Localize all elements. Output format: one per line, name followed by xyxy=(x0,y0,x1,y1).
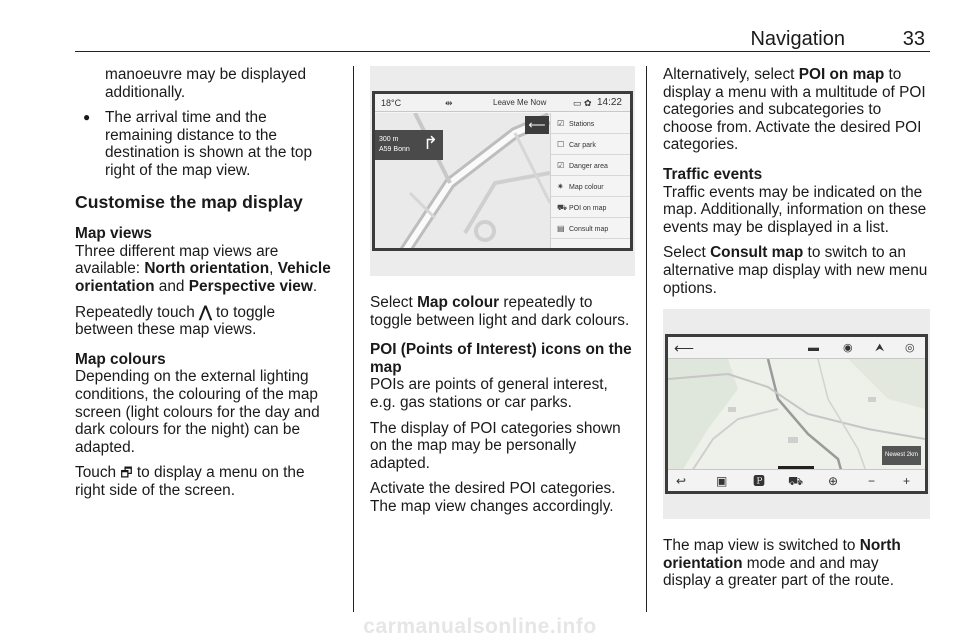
turn-distance: 300 m xyxy=(379,136,399,143)
map-bottom-toolbar xyxy=(668,469,925,491)
paragraph-traffic: Traffic events may be indicated on the map. Additionally, information on these events may be displayed in a list. xyxy=(663,183,927,236)
settings-icon: ▭ ✿ xyxy=(573,98,592,108)
back-arrow-icon[interactable]: ⟵ xyxy=(674,340,695,357)
paragraph-north-orientation: The map view is switched to North orientation mode and and may display a greater part of the route. xyxy=(663,537,901,590)
turn-instruction xyxy=(375,130,443,160)
menu-item-consult-map[interactable]: ▤ Consult map xyxy=(551,218,630,239)
menu-item-danger-area[interactable]: ☑ Danger area xyxy=(551,155,630,176)
paragraph-toggle: Repeatedly touch ⋀ to toggle between these map views. xyxy=(75,303,276,339)
paragraph-touch-menu: Touch 🗗 to display a menu on the right side of the screen. xyxy=(75,464,305,499)
target-icon[interactable]: ◎ xyxy=(905,342,915,355)
paragraph-poi-3: Activate the desired POI categories. The map view changes accordingly. xyxy=(370,480,616,515)
checkbox-checked-icon: ☑ xyxy=(557,119,565,128)
destination-label: Leave Me Now xyxy=(493,98,547,107)
poi-icon[interactable]: ⛟ xyxy=(788,474,804,489)
infotainment-screen xyxy=(372,91,633,251)
column-divider xyxy=(646,66,647,612)
map-scale: Newest 2km xyxy=(882,446,921,466)
watermark: carmanualsonline.info xyxy=(363,615,597,638)
poi-icon: ⛟ xyxy=(557,203,568,212)
map-options-menu xyxy=(550,113,630,248)
paragraph: manoeuvre may be displayed additionally. xyxy=(105,66,307,101)
heading-customise: Customise the map display xyxy=(75,191,303,212)
subheading-map-views: Map views xyxy=(75,225,152,243)
paragraph-poi-on-map: Alternatively, select POI on map to display a menu with a multitude of POI categories and subcategories to choose from. Activate the desired POI categories. xyxy=(663,66,926,154)
menu-item-car-park[interactable]: ☐ Car park xyxy=(551,134,630,155)
turn-right-icon: ↱ xyxy=(423,133,439,153)
page-number: 33 xyxy=(902,28,925,50)
map-toolbar xyxy=(668,337,925,359)
checkbox-unchecked-icon: ☐ xyxy=(557,140,565,149)
bullet-icon: ● xyxy=(83,110,91,125)
menu-icon: 🗗 xyxy=(120,465,133,481)
compass-icon[interactable]: ⮝ xyxy=(875,342,885,355)
paragraph-map-colours: Depending on the external lighting conditions, the colouring of the map screen (light colours for the day and dark colours for the night) can be adapted. xyxy=(75,368,320,456)
subheading-map-colours: Map colours xyxy=(75,350,166,368)
subheading-traffic: Traffic events xyxy=(663,165,763,183)
back-arrow-icon[interactable]: ⟵ xyxy=(525,116,549,134)
zoom-out-icon[interactable]: − xyxy=(868,474,876,489)
zoom-in-icon[interactable]: + xyxy=(903,474,911,489)
bullet-item xyxy=(75,109,337,179)
screenshot-north-orientation xyxy=(663,309,930,519)
paragraph-map-views: Three different map views are available: North orientation, Vehicle orientation and Perspective view. xyxy=(75,242,331,295)
vehicle-icon[interactable]: ◉ xyxy=(843,342,853,355)
status-bar xyxy=(375,94,630,112)
column-left xyxy=(75,66,337,507)
subheading-poi: POI (Points of Interest) icons on the map xyxy=(370,341,632,376)
undo-icon[interactable]: ↩ xyxy=(676,474,687,489)
paragraph-select-map-colour: Select Map colour repeatedly to toggle between light and dark colours. xyxy=(370,294,630,329)
page-header xyxy=(75,28,930,52)
paragraph-poi-1: POIs are points of general interest, e.g. gas stations or car parks. xyxy=(370,376,608,411)
center-icon[interactable]: ⊕ xyxy=(828,474,839,489)
menu-item-poi-on-map[interactable]: ⛟ POI on map xyxy=(551,197,630,218)
menu-item-stations[interactable]: ☑ Stations xyxy=(551,113,630,134)
turn-road: A59 Bonn xyxy=(379,146,410,153)
traffic-icon[interactable]: ▬ xyxy=(808,342,819,355)
section-title: Navigation xyxy=(750,28,845,50)
menu-item-map-colour[interactable]: ✷ Map colour xyxy=(551,176,630,197)
usb-icon: ⇹ xyxy=(445,98,453,108)
infotainment-screen xyxy=(665,334,928,494)
paragraph-consult-map: Select Consult map to switch to an alternative map display with new menu options. xyxy=(663,244,928,297)
list-icon: ▤ xyxy=(557,224,565,233)
column-middle xyxy=(370,66,635,524)
map-view xyxy=(375,113,550,248)
clock: 14:22 xyxy=(596,97,622,108)
checkbox-checked-icon: ☑ xyxy=(557,161,565,170)
layers-icon[interactable]: ▣ xyxy=(716,474,728,489)
column-right xyxy=(663,66,930,598)
bullet-text: The arrival time and the remaining distance to the destination is shown at the top right of the map view. xyxy=(105,109,313,179)
temperature: 18°C xyxy=(381,98,402,108)
chevron-up-icon: ⋀ xyxy=(199,303,212,321)
column-divider xyxy=(353,66,354,612)
parking-icon[interactable]: 🅿 xyxy=(753,474,766,489)
sun-icon: ✷ xyxy=(557,182,564,191)
paragraph-poi-2: The display of POI categories shown on the map may be personally adapted. xyxy=(370,419,621,472)
screenshot-map-colour-menu xyxy=(370,66,635,276)
